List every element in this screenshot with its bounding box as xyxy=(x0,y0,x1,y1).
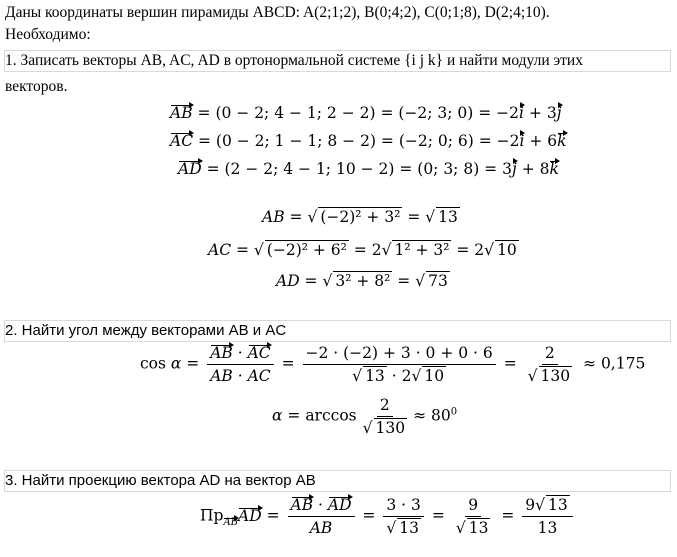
projection-formula: $Пр_{AB}AD$ = $\frac{AB \cdot AD}{AB}$ = $\frac{3 \cdot 3}{√ 13}$ = $\frac{9}{√ 13}$ = $\frac{9√ 13}{13}$ xyxy=(200,496,576,537)
angle-formula: α = arccos $\frac{2}{√ 130}$ ≈ $80^0$ xyxy=(272,396,458,437)
problem-statement: Даны координаты вершин пирамиды ABCD: A(2;1;2), B(0;4;2), C(0;1;8), D(2;4;10). xyxy=(5,4,550,21)
vector-ac-equation: AC = (0 − 2; 1 − 1; 8 − 2) = (−2; 0; 6) = −2i + 6k xyxy=(170,132,567,150)
requirements-label: Необходимо: xyxy=(5,26,91,43)
task1-heading-cont: векторов. xyxy=(5,78,68,95)
task1-heading: 1. Записать векторы AB, AC, AD в ортонормальной системе {i j k} и найти модули этих xyxy=(5,52,583,69)
task3-heading: 3. Найти проекцию вектора AD на вектор AB xyxy=(5,472,316,489)
modulus-ab: AB = √ (−2)² + 3² = √ 13 xyxy=(262,208,458,226)
modulus-ad: AD = √ 3² + 8² = √ 73 xyxy=(276,272,448,290)
vector-ad-equation: AD = (2 − 2; 4 − 1; 10 − 2) = (0; 3; 8) = 3j + 8k xyxy=(178,160,559,178)
modulus-ac: AC = √ (−2)² + 6² = 2√ 1² + 3² = 2√ 10 xyxy=(208,241,517,259)
vector-ab-equation: AB = (0 − 2; 4 − 1; 2 − 2) = (−2; 3; 0) = −2i + 3j xyxy=(170,104,562,122)
task2-heading: 2. Найти угол между векторами AB и AC xyxy=(5,322,287,339)
cosine-formula: cos α = $\frac{AB \cdot AC}{AB \cdot AC}$ = $\frac{-2 \cdot (-2) + 3 \cdot 0 + 0 \cdot 6}{√ 13 \cdot 2√ 10}$ = $\frac{2}{√ 130}$ ≈ 0,175 xyxy=(140,344,646,385)
